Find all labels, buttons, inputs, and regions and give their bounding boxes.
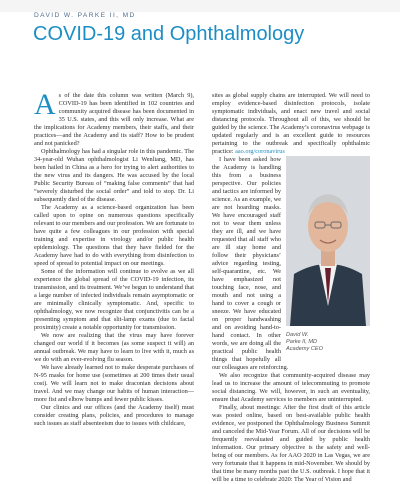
left-paragraph-4: Some of the information will continue to evolve as we all experience the global spread of the COVID-19 infection, its transmission, and its treatment. We’ve begun to understand that a large number of infected individuals remain asymptomatic or are minimally clinically symptomatic. And, specific to ophthalmology, we now recognize that conjunctivitis can be a presenting symptom and that slit-lamp exams (due to facial proximity) create a notable opportunity for transmission. [34, 268, 194, 331]
left-column [34, 88, 194, 440]
coronavirus-link[interactable]: aao.org/coronavirus [235, 148, 285, 155]
caption-name: David W. [286, 332, 309, 338]
right-paragraph-2: I have been asked how the Academy is handling this from a business perspective. Our policies and tactics are informed by science. As an example, we are not hoarding masks. We have encouraged staff not to wear them unless they are ill, and we have requested that all staff who are ill stay home and follow their physicians’ advice regarding testing, self-quarantine, etc. We have emphasized not touching face, nose, and mouth and not using a hand to cover a cough or sneeze. We have educated on proper handwashing and on avoiding hand-to-hand contact. In other words, we are doing all the practical public health things that hopefully all our colleagues are reinforcing. [212, 156, 289, 371]
author-photo-block [286, 156, 370, 361]
right-paragraph-3: We also recognize that community-acquired disease may lead us to increase the amount of telecommuting to promote social distancing. We will, however, in such an eventuality, ensure that Academy services to members are uninterrupted. [212, 372, 370, 403]
author-byline: DAVID W. PARKE II, MD [34, 12, 136, 19]
caption-role: Academy CEO [286, 346, 323, 352]
left-paragraph-1: As of the date this column was written (March 9), COVID-19 has been identified in 102 countries and community acquired disease has been documented in 35 U.S. states, and this will only increase. What are the implications for Academy members, their staffs, and their practices—and the Academy and its staff? How to be prudent and not panicked? [34, 88, 194, 147]
left-paragraph-6: We have already learned not to make desperate purchases of N-95 masks for home use (sometimes at 200 times their usual cost). We will learn not to make draconian decisions about travel. And we may change our habits of human interaction—more fist and elbow bumps and fewer public kisses. [34, 364, 194, 403]
article-title: COVID-19 and Ophthalmology [33, 23, 305, 45]
photo-caption [286, 332, 370, 353]
left-paragraph-7: Our clinics and our offices (and the Academy itself) must consider creating plans, policies, and procedures to manage such issues as staff absenteeism due to issues with childcare, [34, 404, 194, 427]
right-column [212, 92, 370, 483]
caption-name-2: Parke II, MD [286, 339, 318, 345]
left-paragraph-5: We now are realizing that the virus may have forever changed our world if it becomes (as some suspect it will) an annual outbreak. We may have to learn to live with it, much as we do with an ever-evolving flu season. [34, 332, 194, 363]
top-band [0, 0, 400, 12]
portrait-illustration [286, 156, 370, 326]
left-paragraph-2: Ophthalmology has had a singular role in this pandemic. The 34-year-old Wuhan ophthalmologist Li Wenliang, MD, has been hailed in China as a hero for trying to alert authorities to the new virus and its dangers. He was accused by the local Public Security Bureau of “making false comments” that had “severely disturbed the social order” and told to stop. Dr. Li subsequently died of the disease. [34, 148, 194, 203]
author-photo [286, 156, 370, 326]
left-paragraph-3: The Academy as a science-based organization has been called upon to opine on numerous questions specifically relevant to our members and our profession. We are fortunate to have quite a few colleagues in our profession with special training and expertise in virology and/or public health epidemiology. The questions that they have fielded for the Academy have had to do with everything from disinfection to speed of spread to potential impact on our meetings. [34, 204, 194, 267]
drop-cap: A [34, 88, 56, 121]
right-paragraph-1: sites as global supply chains are interrupted. We will need to employ evidence-based disinfection protocols, isolate symptomatic individuals, and enact new travel and social distancing protocols. Throughout all of this, we should be guided by the science. The Academy’s coronavirus webpage is updated regularly and is an excellent guide to resources pertaining to the outbreak and specifically ophthalmic practice: aao.org/coronavirus [212, 92, 370, 155]
right-paragraph-4: Finally, about meetings: After the first draft of this article was posted online, based on best-available public health evidence, we postponed the Ophthalmology Business Summit and canceled the Mid-Year Forum. All of our decisions will be frequently reevaluated and guided by public health information. Our primary objective is the safety and well-being of our members. As for AAO 2020 in Las Vegas, we are very fortunate that it happens in mid-November. We should by that time be many months past the U.S. outbreak. I hope that it will be a time to celebrate 2020: The Year of Vision and [212, 404, 370, 483]
